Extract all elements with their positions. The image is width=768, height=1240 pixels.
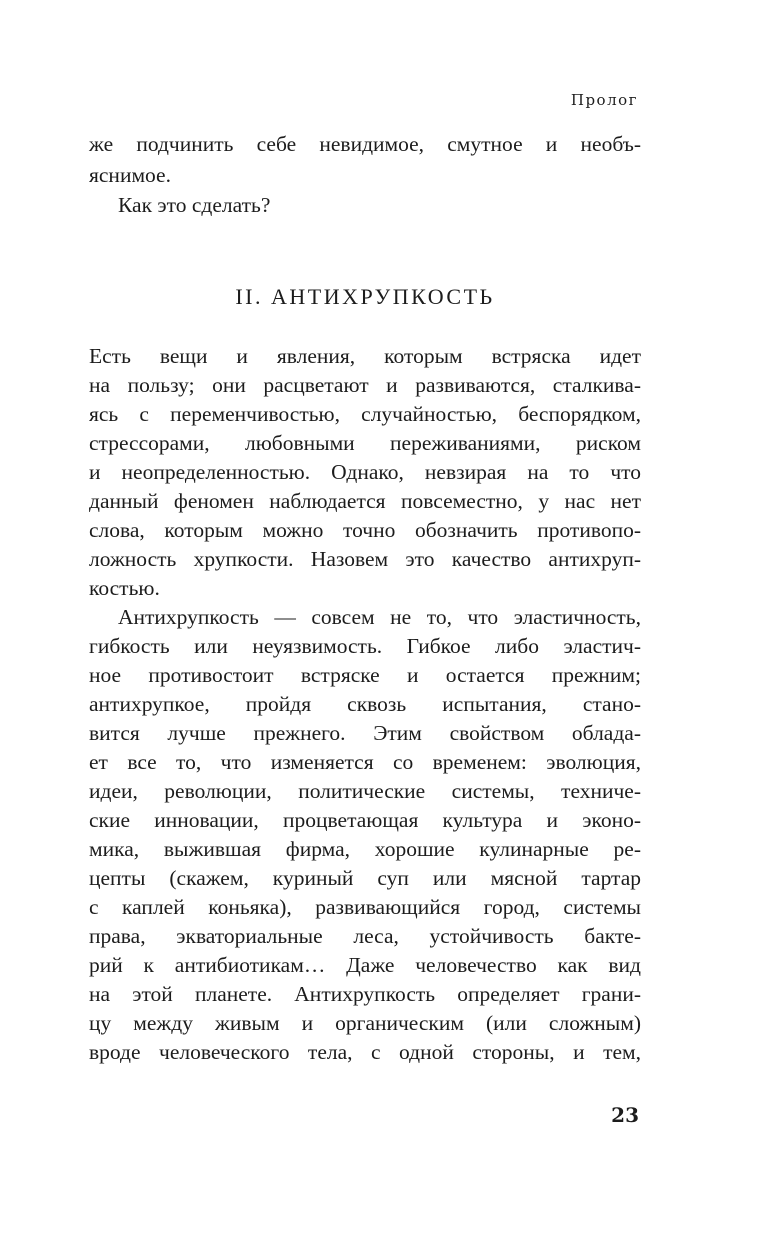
text-line: гибкость или неуязвимость. Гибкое либо эластич- <box>89 634 641 658</box>
text-line: цу между живым и органическим (или сложным) <box>89 1011 641 1035</box>
section-heading: II. АНТИХРУПКОСТЬ <box>235 284 495 309</box>
text-line: костью. <box>89 576 160 600</box>
text-line: антихрупкое, пройдя сквозь испытания, стано- <box>89 692 641 716</box>
text-line: яснимое. <box>89 163 171 187</box>
text-line: Антихрупкость — совсем не то, что эластичность, <box>118 605 641 629</box>
text-line: ясь с переменчивостью, случайностью, беспорядком, <box>89 402 641 426</box>
text-line: стрессорами, любовными переживаниями, риском <box>89 431 641 455</box>
text-line: ложность хрупкости. Назовем это качество антихруп- <box>89 547 641 571</box>
text-line: и неопределенностью. Однако, невзирая на то что <box>89 460 641 484</box>
page-number: 23 <box>611 1103 639 1127</box>
text-line: ное противостоит встряске и остается прежним; <box>89 663 641 687</box>
text-line: с каплей коньяка), развивающийся город, системы <box>89 895 641 919</box>
text-line: Есть вещи и явления, которым встряска идет <box>89 344 641 368</box>
text-line: вится лучше прежнего. Этим свойством облада- <box>89 721 641 745</box>
text-line: идеи, революции, политические системы, техниче- <box>89 779 641 803</box>
text-line: вроде человеческого тела, с одной стороны, и тем, <box>89 1040 641 1064</box>
text-line: ские инновации, процветающая культура и эконо- <box>89 808 641 832</box>
text-line: на пользу; они расцветают и развиваются, сталкива- <box>89 373 641 397</box>
text-line: права, экваториальные леса, устойчивость бакте- <box>89 924 641 948</box>
text-line: мика, выжившая фирма, хорошие кулинарные ре- <box>89 837 641 861</box>
text-line: рий к антибиотикам… Даже человечество как вид <box>89 953 641 977</box>
running-head: Пролог <box>570 91 638 109</box>
text-line: слова, которым можно точно обозначить противопо- <box>89 518 641 542</box>
text-line: Как это сделать? <box>118 193 271 217</box>
text-line: же подчинить себе невидимое, смутное и необъ- <box>89 132 641 156</box>
text-line: цепты (скажем, куриный суп или мясной тартар <box>89 866 641 890</box>
text-line: на этой планете. Антихрупкость определяет грани- <box>89 982 641 1006</box>
text-line: данный феномен наблюдается повсеместно, у нас нет <box>89 489 641 513</box>
text-line: ет все то, что изменяется со временем: эволюция, <box>89 750 641 774</box>
